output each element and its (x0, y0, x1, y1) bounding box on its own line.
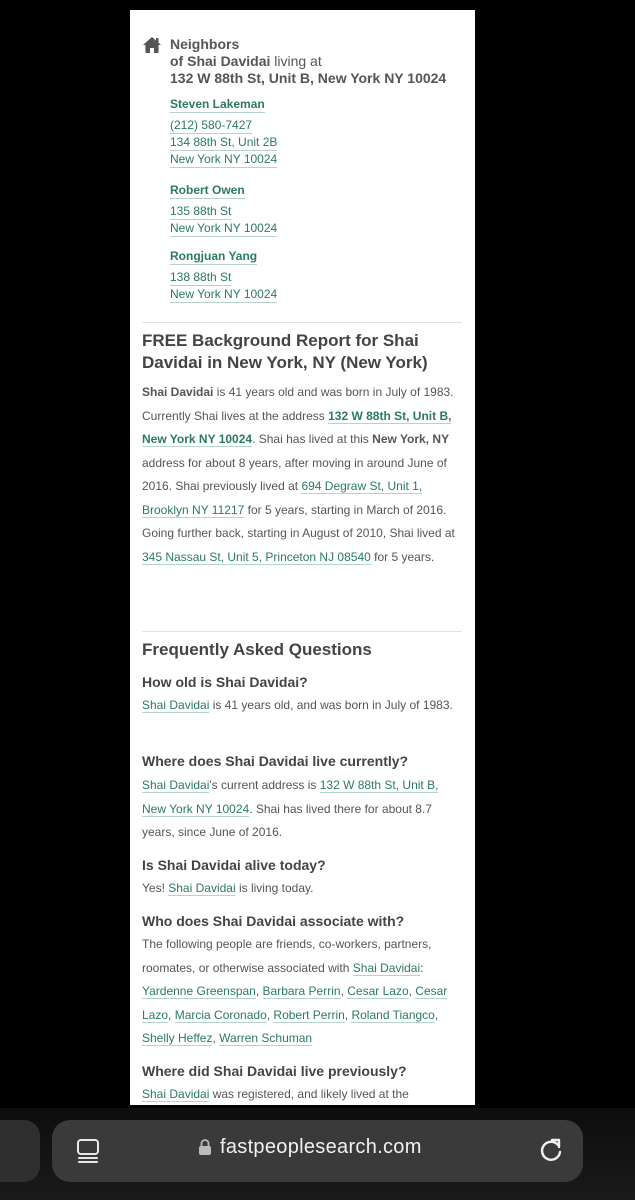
person-link[interactable]: Shai Davidai (352, 960, 421, 975)
faq-title: Frequently Asked Questions (142, 640, 372, 659)
faq-answer: Shai Davidai's current address is 132 W 88th St, Unit B, New York NY 10024. Shai has lived there for about 8.7 years, since June of 2016. (142, 778, 439, 839)
reload-icon[interactable] (538, 1136, 564, 1164)
associate-link[interactable]: Warren Schuman (219, 1031, 313, 1045)
neighbors-title: Neighbors (170, 36, 240, 52)
associate-link[interactable]: Cesar Lazo (142, 984, 448, 1022)
associate-link[interactable]: Barbara Perrin (262, 984, 341, 998)
report-title: FREE Background Report for Shai Davidai in New York, NY (New York) (142, 331, 428, 372)
neighbors-address: 132 W 88th St, Unit B, New York NY 10024 (170, 70, 447, 86)
neighbor-name-link[interactable]: Rongjuan Yang (170, 249, 258, 263)
faq-question: Where did Shai Davidai live previously? (142, 1063, 407, 1079)
lock-icon (198, 1138, 212, 1156)
neighbor-item (170, 248, 277, 303)
neighbor-phone-link[interactable]: (212) 580-7427 (170, 118, 253, 132)
divider (142, 322, 462, 323)
faq-answer: Shai Davidai was registered, and likely lived at the (142, 1087, 409, 1101)
previous-address-link[interactable]: 694 Degraw St, Unit 1, Brooklyn NY 11217 (142, 479, 423, 517)
neighbor-address-link[interactable]: 134 88th St, Unit 2B (170, 135, 278, 149)
faq-question: How old is Shai Davidai? (142, 674, 308, 690)
neighbor-item (170, 96, 277, 168)
address-link[interactable]: 132 W 88th St, Unit B, New York NY 10024 (142, 778, 439, 816)
faq-answer: Yes! Shai Davidai is living today. (142, 881, 314, 895)
faq-question: Where does Shai Davidai live currently? (142, 753, 409, 769)
previous-tab-card[interactable] (0, 1120, 40, 1182)
associate-link[interactable]: Roland Tiangco (351, 1007, 435, 1022)
faq-answer: Shai Davidai is 41 years old, and was born in July of 1983. (142, 698, 453, 712)
associate-link[interactable]: Shelly Heffez (142, 1031, 213, 1045)
faq-question: Is Shai Davidai alive today? (142, 857, 326, 873)
faq-answer: The following people are friends, co-workers, partners, roomates, or otherwise associated with Shai Davidai: Yardenne Greenspan, Barbara Perrin, Cesar Lazo, Cesar Lazo, Marcia Coronado, Robert Perrin, Roland Tiangco, Shelly Heffez, Warren Schuman (142, 937, 448, 1045)
neighbor-item (170, 182, 277, 237)
browser-toolbar (0, 1108, 635, 1200)
person-link[interactable]: Shai Davidai (142, 698, 210, 712)
current-address-link[interactable]: 132 W 88th St, Unit B, New York NY 10024 (142, 408, 452, 446)
associate-link[interactable]: Cesar Lazo (347, 984, 409, 998)
neighbor-city-link[interactable]: New York NY 10024 (170, 287, 278, 301)
report-paragraph: Shai Davidai is 41 years old and was born in July of 1983. Currently Shai lives at the address 132 W 88th St, Unit B, New York NY 10024. Shai has lived at this New York, NY address for about 8 years, after moving in around June of 2016. Shai previously lived at 694 Degraw St, Unit 1, Brooklyn NY 11217 for 5 years, starting in March of 2016. Going further back, starting in August of 2010, Shai lived at 345 Nassau St, Unit 5, Princeton NJ 08540 for 5 years. (142, 385, 455, 564)
neighbor-city-link[interactable]: New York NY 10024 (170, 221, 278, 235)
divider (142, 631, 462, 632)
associate-link[interactable]: Robert Perrin (273, 1007, 345, 1022)
web-page (130, 10, 475, 1105)
tabs-overview-icon[interactable] (76, 1138, 100, 1164)
neighbor-address-link[interactable]: 138 88th St (170, 270, 232, 284)
person-link[interactable]: Shai Davidai (142, 1087, 210, 1101)
associate-link[interactable]: Marcia Coronado (174, 1007, 267, 1022)
associate-link[interactable]: Yardenne Greenspan (142, 984, 256, 998)
faq-question: Who does Shai Davidai associate with? (142, 913, 405, 929)
neighbor-name-link[interactable]: Robert Owen (170, 183, 245, 197)
person-link[interactable]: Shai Davidai (168, 881, 236, 895)
neighbors-subtitle: of Shai Davidai living at (170, 53, 322, 69)
previous-address-link[interactable]: 345 Nassau St, Unit 5, Princeton NJ 08540 (142, 549, 371, 564)
neighbor-name-link[interactable]: Steven Lakeman (170, 97, 265, 111)
url-text[interactable]: fastpeoplesearch.com (220, 1136, 422, 1158)
neighbor-city-link[interactable]: New York NY 10024 (170, 152, 278, 166)
person-link[interactable]: Shai Davidai (142, 778, 210, 792)
home-icon (142, 36, 162, 54)
neighbor-address-link[interactable]: 135 88th St (170, 204, 232, 218)
